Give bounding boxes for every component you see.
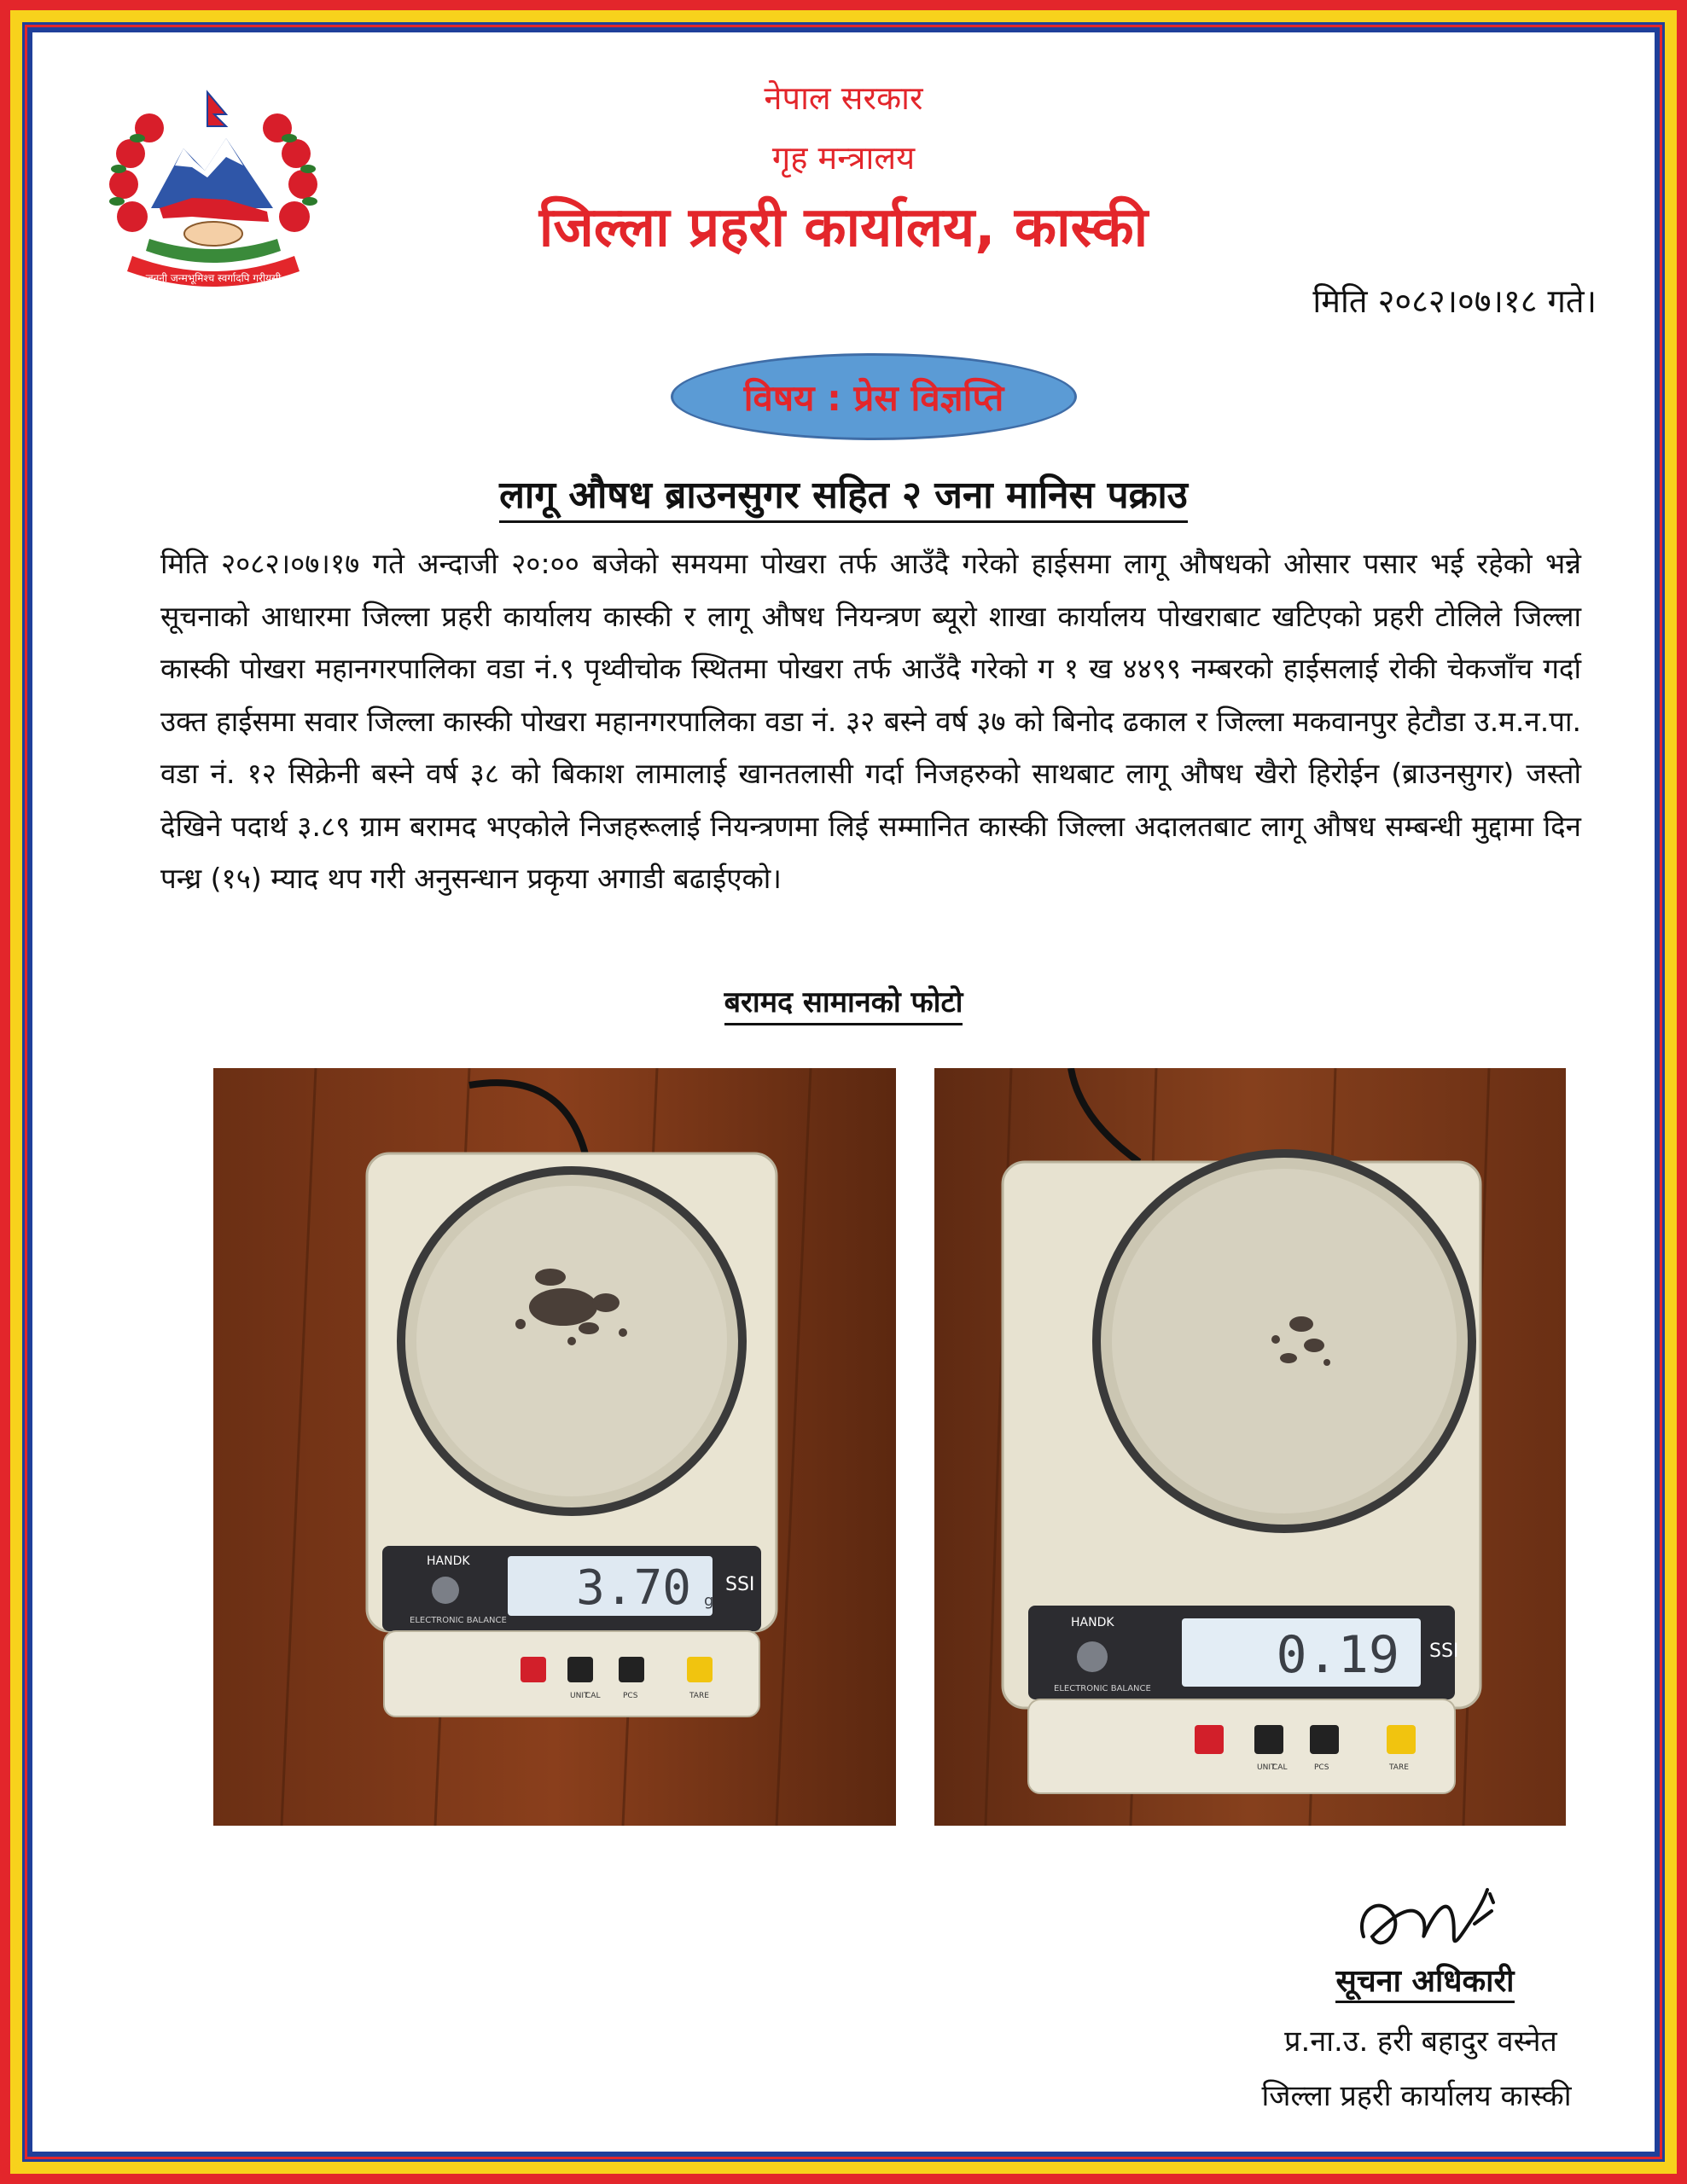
subject-badge xyxy=(671,353,1077,440)
unit-cal-button-icon-1 xyxy=(567,1657,593,1682)
pcs-label-2: PCS xyxy=(1314,1763,1329,1772)
scale-brand-2: HANDK xyxy=(1071,1616,1114,1629)
scale-model-1: SSI xyxy=(725,1574,755,1595)
press-headline-text: लागू औषध ब्राउनसुगर सहित २ जना मानिस पक्राउ xyxy=(499,473,1188,523)
cal-label-1: CAL xyxy=(585,1692,601,1700)
subject-text: विषय : प्रेस विज्ञप्ति xyxy=(743,376,1004,419)
pcs-button-icon-1 xyxy=(619,1657,644,1682)
tare-label-1: TARE xyxy=(689,1692,709,1700)
tare-label-2: TARE xyxy=(1389,1763,1409,1772)
tare-button-icon-1 xyxy=(687,1657,713,1682)
press-headline xyxy=(0,468,1687,519)
office-title: जिल्ला प्रहरी कार्यालय, कास्की xyxy=(538,196,1149,259)
unit-cal-button-icon-2 xyxy=(1254,1725,1283,1754)
unit-label-2: UNIT xyxy=(1257,1763,1276,1772)
ministry-name: गृह मन्त्रालय xyxy=(771,139,916,177)
cal-label-2: CAL xyxy=(1272,1763,1288,1772)
photo-caption-text: बरामद सामानको फोटो xyxy=(724,985,963,1025)
signature-icon xyxy=(1347,1877,1509,1971)
signatory-title xyxy=(1271,1959,1579,2001)
photo-caption xyxy=(0,981,1687,1020)
power-button-icon-1 xyxy=(521,1657,546,1682)
tare-button-icon-2 xyxy=(1387,1725,1416,1754)
scale-footer-2: ELECTRONIC BALANCE xyxy=(1054,1684,1151,1693)
signatory-title-text: सूचना अधिकारी xyxy=(1335,1964,1514,2003)
pcs-label-1: PCS xyxy=(623,1692,638,1700)
signatory-name: प्र.ना.उ. हरी बहादुर वस्नेत xyxy=(1284,2024,1557,2059)
power-button-icon-2 xyxy=(1195,1725,1224,1754)
scale-brand-1: HANDK xyxy=(427,1554,470,1568)
signatory-office: जिल्ला प्रहरी कार्यालय कास्की xyxy=(1261,2079,1572,2113)
evidence-photo-2 xyxy=(934,1068,1566,1826)
issue-date: मिति २०८२।०७।१८ गते। xyxy=(1312,282,1597,320)
unit-label-1: UNIT xyxy=(570,1692,589,1700)
scale-reading-2: 0.19 xyxy=(1276,1625,1399,1685)
government-name: नेपाल सरकार xyxy=(764,79,923,117)
scale-unit-1: g xyxy=(704,1592,714,1610)
scale-footer-1: ELECTRONIC BALANCE xyxy=(410,1616,507,1625)
scale-model-2: SSI xyxy=(1429,1641,1459,1662)
pcs-button-icon-2 xyxy=(1310,1725,1339,1754)
press-body: मिति २०८२।०७।१७ गते अन्दाजी २०:०० बजेको समयमा पोखरा तर्फ आउँदै गरेको हाईसमा लागू औषधको ओसार पसार भई रहेको भन्ने सूचनाको आधारमा जिल्ला प्रहरी कार्यालय कास्की र लागू औषध नियन्त्रण ब्यूरो शाखा कार्यालय पोखराबाट खटिएको प्रहरी टोलिले जिल्ला कास्की पोखरा महानगरपालिका वडा नं.९ पृथ्वीचोक स्थितमा पोखरा तर्फ आउँदै गरेको ग १ ख ४४९९ नम्बरको हाईसलाई रोकी चेकजाँच गर्दा उक्त हाईसमा सवार जिल्ला कास्की पोखरा महानगरपालिका वडा नं. ३२ बस्ने वर्ष ३७ को बिनोद ढकाल र जिल्ला मकवानपुर हेटौडा उ.म.न.पा. वडा नं. १२ सिक्रेनी बस्ने वर्ष ३८ को बिकाश लामालाई खानतलासी गर्दा निजहरुको साथबाट लागू औषध खैरो हिरोईन (ब्राउनसुगर) जस्तो देखिने पदार्थ ३.८९ ग्राम बरामद भएकोले निजहरूलाई नियन्त्रणमा लिई सम्मानित कास्की जिल्ला अदालतबाट लागू औषध सम्बन्धी मुद्दामा दिन पन्ध्र (१५) म्याद थप गरी अनुसन्धान प्रकृया अगाडी बढाईएको। xyxy=(160,547,1581,895)
scale-reading-1: 3.70 xyxy=(576,1560,691,1616)
emblem-motto: जननी जन्मभूमिश्च स्वर्गादपि गरीयसी xyxy=(145,272,282,284)
evidence-photo-1 xyxy=(213,1068,896,1826)
